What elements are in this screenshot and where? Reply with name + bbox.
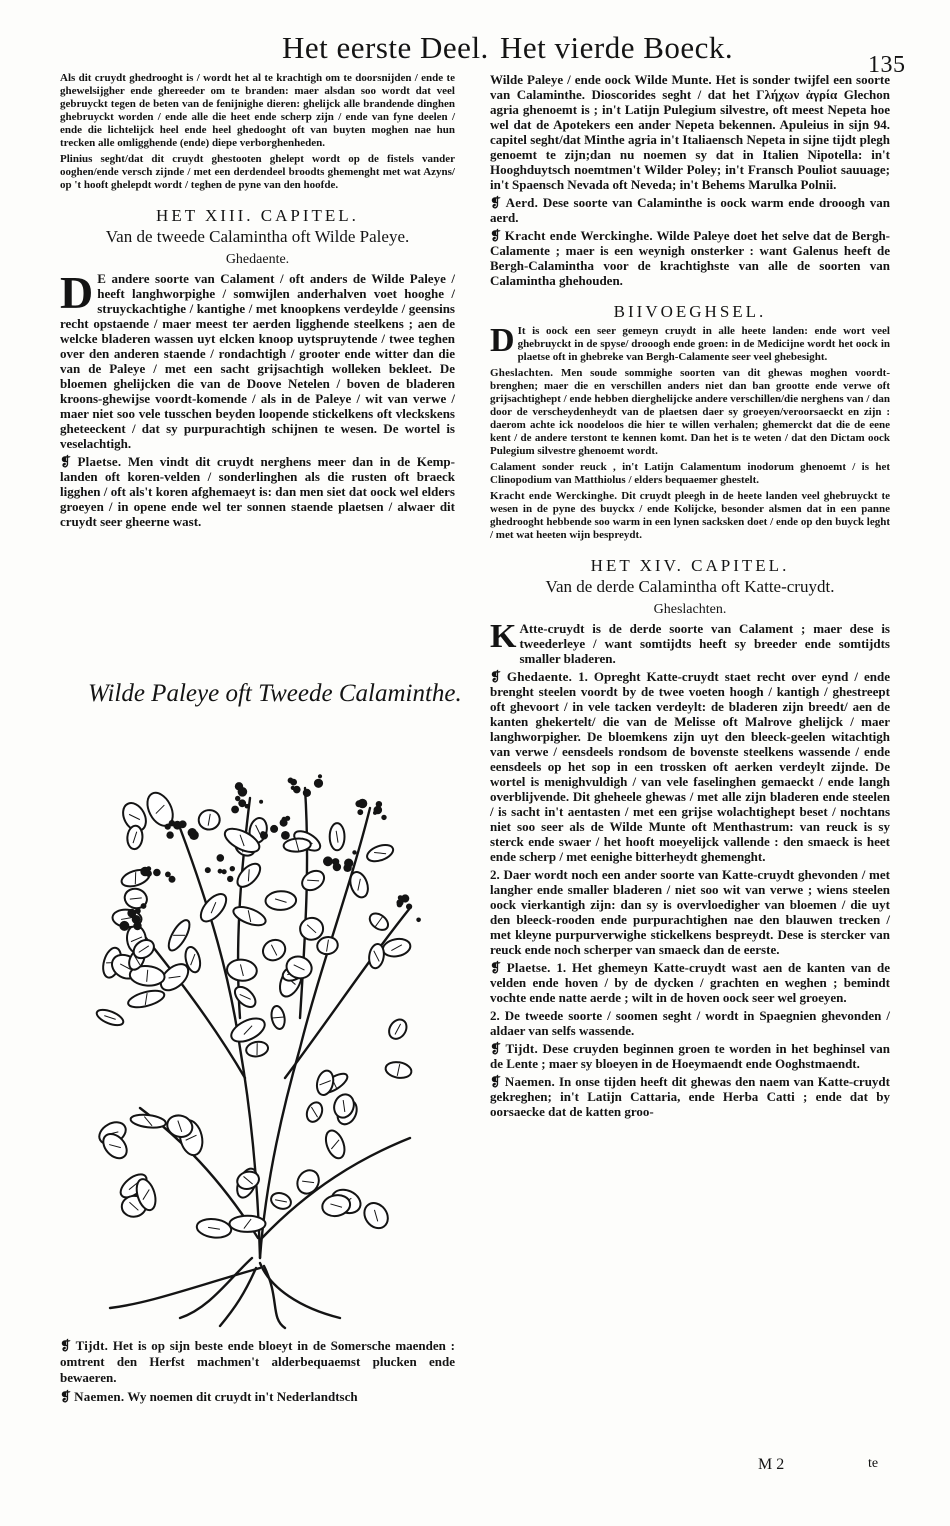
flower-bud xyxy=(119,921,129,931)
flower-bud xyxy=(290,779,297,786)
flower-bud xyxy=(127,909,136,918)
flower-bud xyxy=(291,786,295,790)
flower-bud xyxy=(188,828,197,837)
flower-bud xyxy=(357,809,363,815)
naemen-label-right: Naemen. xyxy=(504,1074,555,1089)
plaetse2-paragraph: 2. De tweede soorte / soomen seght / wordt in Spaegnien ghevonden / aldaer van selfs wassende. xyxy=(490,1008,890,1038)
intro-paragraph-1: Als dit cruydt ghedrooght is / wordt het al te krachtigh om te doorsnijden / ende te ghewelsijgher ende ghereeder om te branden: maer alsdan soo wordt dat veel gebruyckt tegen de beten van de fenijnighe dieren: ghelijck alle brandende dinghen ghebruyckt worden / ende alle die heet ende scherp zijn / ende van fyne deelen / ende die lichtelijck heel ende heel ghedooght oft van buyten moghen nae hun trecken alle omligghende (ende) diepe verborghenheden. xyxy=(60,72,455,149)
plaetse-paragraph-right xyxy=(490,960,890,1005)
tijdt-paragraph-left xyxy=(60,1338,455,1386)
kracht2-paragraph xyxy=(490,490,890,542)
chapter-xiv-title: Van de derde Calamintha oft Katte-cruydt. xyxy=(545,577,835,596)
tijdt-label-right: Tijdt. xyxy=(505,1041,538,1056)
paragraph-mark-icon: ❡ xyxy=(60,1338,76,1353)
tijdt-label-left: Tijdt. xyxy=(75,1338,109,1353)
tijdt-text-right: Dese cruyden beginnen groen te worden in het beghinsel van de Lente ; maer sy bloeyen in de Hoeymaendt ende Ooghstmaendt. xyxy=(490,1041,890,1071)
running-head-left: Het eerste Deel. xyxy=(282,30,489,65)
flower-bud xyxy=(231,806,239,814)
flower-bud xyxy=(416,918,421,923)
flower-bud xyxy=(217,855,222,860)
naemen-text-right: In onse tijden heeft dit ghewas den naem van Katte-cruydt gekreghen; in't Latijn Cattaria, ende Herba Catti ; ende dat by oorsaecke dat de katten groo- xyxy=(490,1074,890,1119)
flower-bud xyxy=(222,869,227,874)
bijvoeghsel-heading: BIIVOEGHSEL. xyxy=(613,302,767,321)
flower-bud xyxy=(352,850,356,854)
naemen-continuation: Wilde Paleye / ende oock Wilde Munte. Het is sonder twijfel een soorte van Calaminthe. Dioscorides seght / dat het Γλήχων ἀγρία Glechon agria ghenoemt is ; in't Latijn Pulegium silvestre, oft meest Nepeta hoe wel dat de Apotekers een ander Nepeta bekennen. Apuleius in sijn 94. capitel seght/dat Minthe agria in't Italiaensch Nepeta in sijne tijdt plegh genoemt te zijn;dan nu noemen sy dat in Italien Nipotella: in't Hooghduytsch noemtmen't Wilder Poley; in't Fransch Pouliot sauuage; in't Spaensch Nevada oft Neveda; in't Behems Marulka Polnii. xyxy=(490,72,890,192)
signature-mark: M 2 xyxy=(758,1456,785,1473)
chapter-xiii-label: HET XIII. CAPITEL. xyxy=(156,206,359,225)
gheslachten-heading: Gheslachten. xyxy=(653,602,727,617)
flower-bud xyxy=(165,872,171,878)
paragraph-mark-icon: ❡ xyxy=(60,454,78,469)
flower-bud xyxy=(165,824,171,830)
woodcut-plant-illustration xyxy=(70,718,450,1330)
ghedaente-label-right: Ghedaente. xyxy=(506,669,573,684)
ghedaente-paragraph-right xyxy=(490,669,890,864)
aerd-label: Aerd. xyxy=(505,195,539,210)
kracht2-text: Dit cruydt pleegh in de heete landen veel ghebruyckt te wesen in de pyne des buyckx / ende Kolijcke, besonder alsmen dat in een panne ghedrooght hebbende soo warm in een lynen sacksken doet / ende op den buyck leght / met wat heeten wijn bespreydt. xyxy=(490,490,890,541)
flower-bud xyxy=(133,922,141,930)
flower-bud xyxy=(259,800,263,804)
gheslachten-paragraph xyxy=(490,618,890,666)
paragraph-mark-icon: ❡ xyxy=(60,1389,75,1404)
tijdt-text-left: Het is op sijn beste ende bloeyt in de Somersche maenden : omtrent den Herfst machmen't alderbequaemst plucken ende bewaeren. xyxy=(60,1338,455,1385)
paragraph-mark-icon: ❡ xyxy=(490,195,506,210)
flower-bud xyxy=(323,856,333,866)
ghedaente-heading: Ghedaente. xyxy=(225,252,290,267)
running-head-right: Het vierde Boeck. xyxy=(500,30,734,65)
illustration-caption: Wilde Paleye oft Tweede Calaminthe. xyxy=(88,680,462,707)
flower-bud xyxy=(169,876,176,883)
left-column xyxy=(60,72,455,532)
naemen-text-left: Wy noemen dit cruydt in't Nederlandtsch xyxy=(127,1389,358,1404)
plaetse-label-right: Plaetse. xyxy=(506,960,551,975)
flower-bud xyxy=(344,868,348,872)
flower-bud xyxy=(153,869,161,877)
paragraph-mark-icon: ❡ xyxy=(490,960,507,975)
drop-cap-k: K xyxy=(490,618,517,655)
chapter-xiv-label: HET XIV. CAPITEL. xyxy=(590,556,790,575)
flower-bud xyxy=(235,782,243,790)
flower-bud xyxy=(333,863,341,871)
paragraph-mark-icon: ❡ xyxy=(490,228,505,243)
plaetse-paragraph xyxy=(60,454,455,529)
flower-bud xyxy=(398,895,403,900)
flower-bud xyxy=(235,796,240,801)
plaetse-label: Plaetse. xyxy=(77,454,122,469)
flower-bud xyxy=(205,867,211,873)
aerd-text: Dese soorte van Calaminthe is oock warm ende drooogh van aerd. xyxy=(490,195,891,225)
gheslachten-label-small: Gheslachten. xyxy=(490,367,554,379)
drop-cap-d: D xyxy=(60,267,94,318)
gheslachten-text: Atte-cruydt is de derde soorte van Calament ; maer dese is tweederleye / want somtijdts heeft sy breeder ende somtijdts smaller bladeren. xyxy=(519,621,890,666)
left-bottom-block xyxy=(60,1338,455,1408)
naemen-paragraph-right xyxy=(490,1074,890,1119)
catchword: te xyxy=(868,1456,879,1471)
paragraph-mark-icon: ❡ xyxy=(490,1074,505,1089)
paragraph-mark-icon: ❡ xyxy=(490,669,507,684)
intro-paragraph-2: Plinius seght/dat dit cruydt ghestooten ghelept wordt op de fistels vander ooghen/ende versch zijnde / met een derdendeel broodts ghemenght met wat Azyns/ op 't hooft ghelepdt wordt / teghen de pyne van den hoofde. xyxy=(60,153,455,191)
page-number: 135 xyxy=(868,52,906,78)
flower-bud xyxy=(227,876,233,882)
kracht-text: Wilde Paleye doet het selve dat de Bergh-Calamente ; maer is een weynigh onsterker : want Galenus heeft de Bergh-Calamintha voor de krachtighste van alle de soorten van Calamintha ghehouden. xyxy=(490,228,891,288)
naemen-paragraph-left xyxy=(60,1389,455,1405)
flower-bud xyxy=(140,867,150,877)
bijvoeghsel-text: It is oock een seer gemeyn cruydt in alle heete landen: ende wort veel ghebruyckt in de spyse/ drooogh ende groen: in de Medicijne wordt het oock in plaetse oft in ghebreke van Bergh-Calamente seer veel ghebesight. xyxy=(517,325,890,363)
flower-bud xyxy=(179,820,187,828)
tijdt-paragraph-right xyxy=(490,1041,890,1071)
flower-bud xyxy=(281,831,290,840)
flower-bud xyxy=(406,904,412,910)
flower-bud xyxy=(358,799,368,809)
naemen-label-left: Naemen. xyxy=(74,1389,125,1404)
right-column xyxy=(490,72,890,1122)
kracht2-label: Kracht ende Werckinghe. xyxy=(490,490,618,502)
flower-bud xyxy=(260,832,268,840)
ghedaente2-paragraph: 2. Daer wordt noch een ander soorte van Katte-cruydt ghevonden / met langher ende smaller bladeren / niet soo wit van verwe ; wiens steelen oock vierkantigh zijn: dan sy is overvloedigher van bloemen / die uyt den bleeck-rooden ende purpurachtighen nae den blauwen trecken / met kleyne purpurverwighe stickelkens bespreydt. Dese is stercker van reuck ende noch scherper van smaeck dan de eerste. xyxy=(490,867,890,957)
flower-bud xyxy=(141,903,147,909)
flower-bud xyxy=(376,801,382,807)
flower-bud xyxy=(230,866,235,871)
ghedaente-paragraph xyxy=(60,267,455,451)
kracht-paragraph xyxy=(490,228,890,288)
calament-paragraph: Calament sonder reuck , in't Latijn Calamentum inodorum ghenoemt / is het Clinopodium van Matthiolus / elders bequaemer ghestelt. xyxy=(490,461,890,486)
ghedaente-text: E andere soorte van Calament / oft anders de Wilde Paleye / heeft langhworpighe / somwijlen anderhalven voet hooghe / struyckachtighe / kantighe / met knoopkens verdeylde / geensins recht opstaende / maer meest ter aerden ligghende steelkens ; aen de welcke bladeren wassen uyt elcken knoop uytspruytende / twee teghen over den anderen staende / rondachtigh / grooter ende witter dan die van de Paleye / met een sacht grijsachtigh wolleken bekleet. De bloemen ghelijcken die van de Doove Netelen / boven de bladeren kroons-ghewijse voordt-komende / als in de Paleye / wit van verwe / maer niet soo vele tusschen beyden loopende stickelkens oft vleckskens gheteeckent / dat sy purpurachtigh schijnen te wesen. De wortel is veselachtigh. xyxy=(60,271,455,451)
flower-bud xyxy=(303,789,311,797)
ghedaente-text-right: 1. Opreght Katte-cruydt staet recht over eynd / ende brenght steelen voordt by de twee voeten hoogh / kantigh / ghestreept oft ghevoort / in vele tacken verdeylt: de bladeren zijn breedt/ aen de kanten ghekertelt/ die van de Melisse oft Malrove ghelijck / maer langhworpigher. De bloemkens zijn uyt den bleeck-geelen witachtigh van verwe / eensdeels rondsom de bovenste steelkens wassende / ende eensdeels op het sop in een trossken oft aerken verdeylt zijnde. De wortel is menighvuldigh / van vele faselinghen gemaeckt / ende langh overblijvende. Dit gheheele ghewas / met alle zijn bladeren ende steelen / is sacht in't aentasten / met een grijse wolachtighept beset / nochtans niet soo seer als de Wilde Munte oft Menthastrum: van reuck is sy sterck ende swaer / het hooft moeyelijck vallende : den smaeck is heet ende scherp / met eenighe bitterheydt ghemenght. xyxy=(490,669,890,864)
drop-cap-d-right: D xyxy=(490,322,515,359)
gheslachten-text-small: Men soude sommighe soorten van dit ghewas moghen voordt-brenghen; maer die en verschillen anders niet dan ban grootte ende verwe oft grijsachtighept / ende hebben dierghelijcke andere verschillen/die nerghens van / dan door de verscheydenheydt van de plaetsen daer sy groeyen/veroorsaeckt en zijn : daerom achte ick noodeloos die hier te willen verhalen; ghemerckt dat die de eene kent / de andere terstont te kennen komt. Dan het is te weten / dat den Dictam oock Pulegium silvestre ghenoemt wordt. xyxy=(490,367,890,457)
aerd-paragraph xyxy=(490,195,890,225)
flower-bud xyxy=(318,774,322,778)
flower-bud xyxy=(282,817,287,822)
flower-bud xyxy=(245,804,250,809)
kracht-label: Kracht ende Werckinghe. xyxy=(504,228,653,243)
flower-bud xyxy=(314,779,323,788)
plaetse-text: Men vindt dit cruydt nerghens meer dan in de Kemp-landen oft koren-velden / sonderlinghen als die rusten oft braeck ligghen / oft als't koren afghemaeyt is: dan men siet dat oock wel elders groeyen / in opene ende wel ter sonnen staende plaetsen / alwaer dit cruydt seer gheerne wast. xyxy=(60,454,455,529)
flower-bud xyxy=(381,815,386,820)
plaetse-text-right: 1. Het ghemeyn Katte-cruydt wast aen de kanten van de velden ende hoven / by de dycken / grachten en weghen ; bemindt vochte ende natte aerde ; wilt in de hoven oock seer wel groeyen. xyxy=(490,960,890,1005)
gheslachten-paragraph-small xyxy=(490,367,890,458)
chapter-xiii-title: Van de tweede Calamintha oft Wilde Paleye. xyxy=(105,227,410,246)
bijvoeghsel-paragraph xyxy=(490,322,890,364)
flower-bud xyxy=(270,825,278,833)
flower-bud xyxy=(134,918,138,922)
paragraph-mark-icon: ❡ xyxy=(490,1041,506,1056)
flower-bud xyxy=(166,831,173,838)
